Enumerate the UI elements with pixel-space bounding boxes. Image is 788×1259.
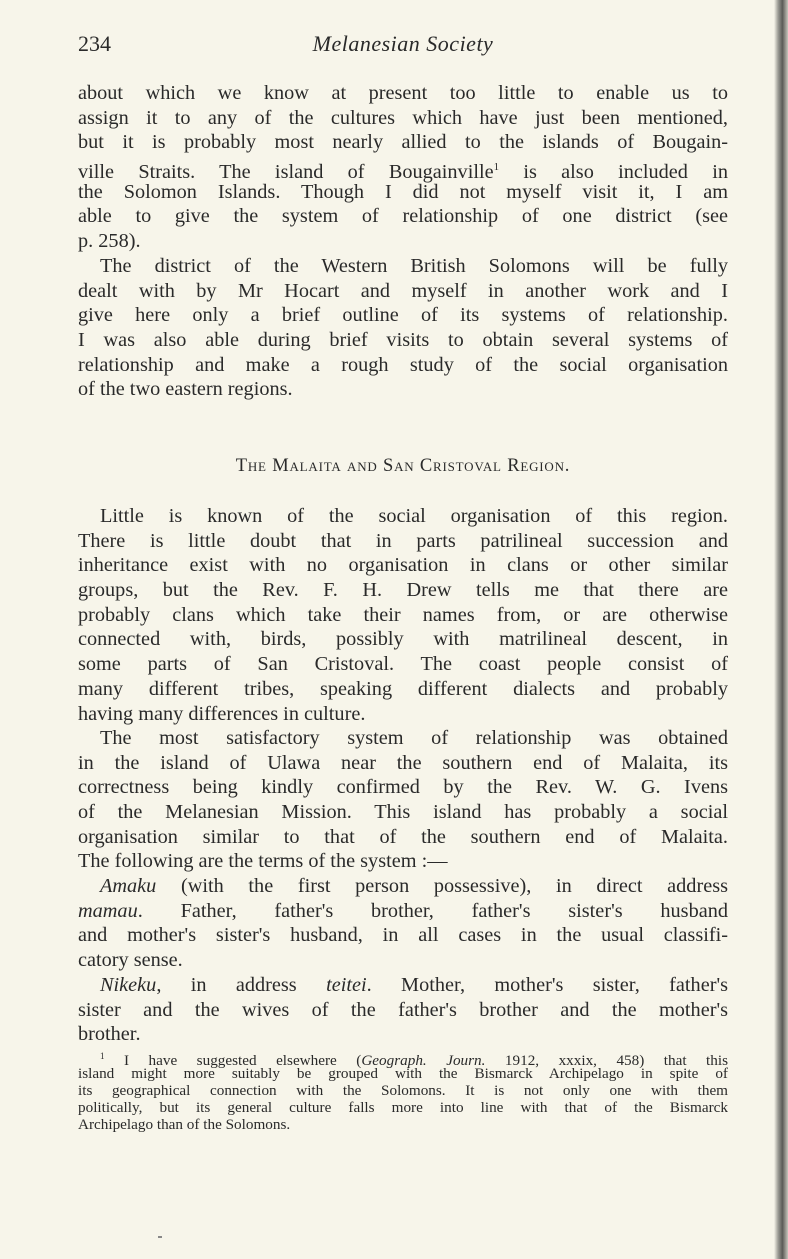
scan-page-edge <box>774 0 788 1259</box>
italic-term: Amaku <box>100 875 157 897</box>
text-line: There is little doubt that in parts patrilineal succession and <box>78 529 728 552</box>
paragraph <box>78 973 728 1047</box>
footnote-marker: 1 <box>493 161 500 174</box>
text-line: Archipelago than of the Solomons. <box>78 1116 291 1133</box>
text-line: probably clans which take their names from, or are otherwise <box>78 603 728 626</box>
text-line: its geographical connection with the Solomons. It is not only one with them <box>78 1082 728 1099</box>
text-line: inheritance exist with no organisation in clans or other similar <box>78 554 728 577</box>
text-line: assign it to any of the cultures which have just been mentioned, <box>78 106 728 129</box>
text-line <box>78 874 728 899</box>
section-heading: The Malaita and San Cristoval Region. <box>235 456 571 476</box>
text-line: The most satisfactory system of relationship was obtained <box>100 727 728 749</box>
text-line: of the Melanesian Mission. This island has probably a social <box>78 801 728 824</box>
text-segment: . Father, father's brother, father's sister's husband <box>137 899 728 922</box>
text-line: p. 258). <box>78 230 141 253</box>
text-segment: ville Straits. The island of Bougainville <box>78 161 494 184</box>
footnote <box>78 1048 728 1133</box>
text-line: dealt with by Mr Hocart and myself in another work and I <box>78 279 728 302</box>
text-segment: (with the first person possessive), in direct address <box>156 875 728 897</box>
text-line: groups, but the Rev. F. H. Drew tells me that there are <box>78 579 728 602</box>
paragraph <box>78 504 728 726</box>
paragraph <box>78 874 728 973</box>
italic-term: Geograph. Journ. <box>361 1052 486 1069</box>
text-line: but it is probably most nearly allied to the islands of Bougain- <box>78 131 728 154</box>
text-line: and mother's sister's husband, in all cases in the usual classifi- <box>78 924 728 947</box>
text-line <box>78 155 728 184</box>
text-line: of the two eastern regions. <box>78 378 293 401</box>
page-header <box>78 31 728 59</box>
text-segment: I have suggested elsewhere ( <box>104 1052 362 1069</box>
text-segment: is also included in <box>499 161 728 184</box>
text-line: Little is known of the social organisation of this region. <box>100 505 728 527</box>
text-segment: , in address <box>156 974 327 996</box>
text-line: organisation similar to that of the southern end of Malaita. <box>78 825 728 848</box>
text-line: give here only a brief outline of its systems of relationship. <box>78 304 728 327</box>
text-line: The district of the Western British Solomons will be fully <box>100 255 728 277</box>
text-line: The following are the terms of the system :— <box>78 850 448 873</box>
page-number: 234 <box>78 31 111 56</box>
text-line <box>78 1048 728 1069</box>
text-line: brother. <box>78 1023 141 1046</box>
paragraph <box>78 726 728 874</box>
text-line: sister and the wives of the father's brother and the mother's <box>78 998 728 1021</box>
running-title: Melanesian Society <box>312 31 494 56</box>
text-line: correctness being kindly confirmed by the Rev. W. G. Ivens <box>78 776 728 799</box>
text-line: catory sense. <box>78 949 183 972</box>
text-line: relationship and make a rough study of the social organisation <box>78 353 728 376</box>
text-line: politically, but its general culture falls more into line with that of the Bismarck <box>78 1099 728 1116</box>
text-line: many different tribes, speaking different dialects and probably <box>78 677 728 700</box>
text-line: in the island of Ulawa near the southern end of Malaita, its <box>78 751 728 774</box>
footnote-marker: 1 <box>100 1051 105 1061</box>
italic-term: teitei <box>326 974 367 996</box>
text-segment: 1912, xxxix, 458) that this <box>485 1052 728 1069</box>
text-line: able to give the system of relationship of one district (see <box>78 205 728 228</box>
text-segment: . Mother, mother's sister, father's <box>366 974 728 996</box>
paragraph <box>78 81 728 254</box>
text-line: the Solomon Islands. Though I did not myself visit it, I am <box>78 180 728 203</box>
text-line: some parts of San Cristoval. The coast people consist of <box>78 653 728 676</box>
scan-mark <box>158 1236 162 1238</box>
text-line: having many differences in culture. <box>78 702 366 725</box>
paragraph <box>78 254 728 402</box>
text-line <box>78 899 728 924</box>
text-line: I was also able during brief visits to obtain several systems of <box>78 329 728 352</box>
text-line: island might more suitably be grouped with the Bismarck Archipelago in spite of <box>78 1065 728 1082</box>
text-line <box>78 973 728 998</box>
text-line: about which we know at present too little to enable us to <box>78 82 728 104</box>
text-line: connected with, birds, possibly with matrilineal descent, in <box>78 628 728 651</box>
italic-term: mamau <box>78 899 138 922</box>
italic-term: Nikeku <box>100 974 157 996</box>
